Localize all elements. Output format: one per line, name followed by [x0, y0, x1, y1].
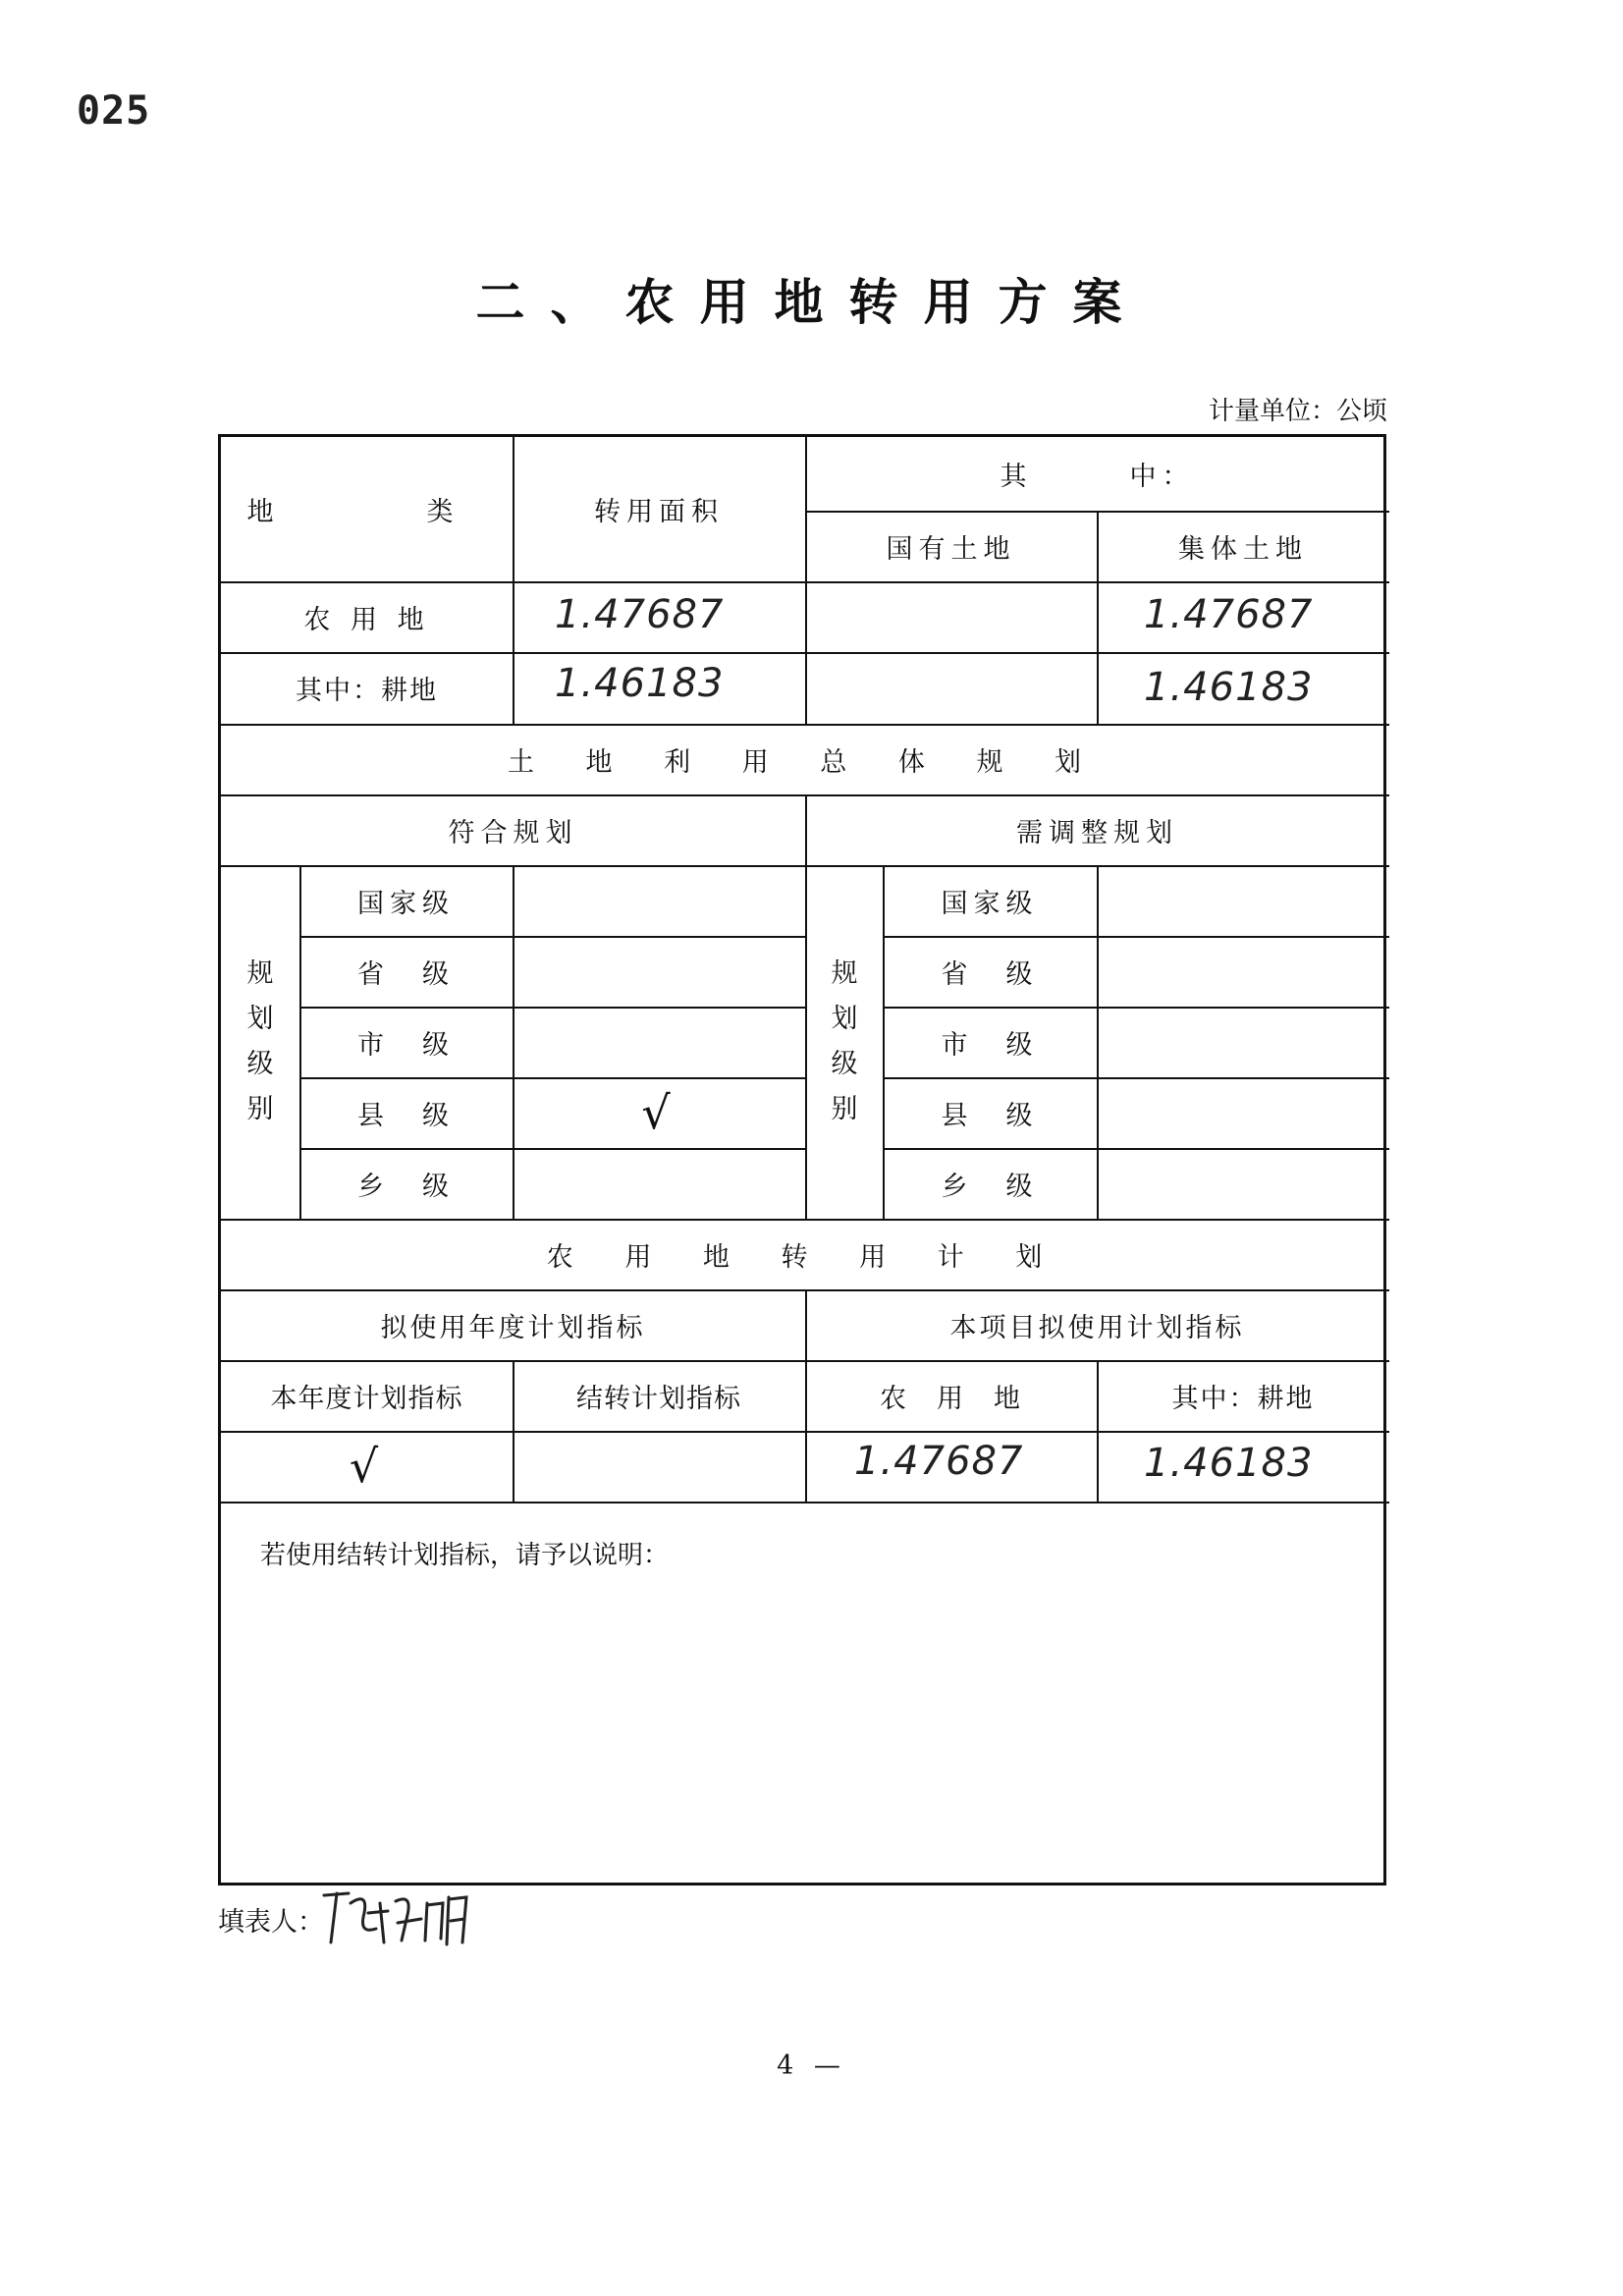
compliant-mark-township [513, 1148, 805, 1219]
compliant-level-city: 市 级 [357, 1029, 455, 1061]
header-converted-area: 转用面积 [594, 497, 724, 527]
farmland-header: 农 用 地 [880, 1383, 1022, 1414]
page-title: 二、农用地转用方案 [475, 273, 1148, 331]
filler-label: 填表人： [218, 1907, 324, 1938]
carryover-indicator-header: 结转计划指标 [576, 1383, 741, 1414]
compliant-mark-provincial [513, 936, 805, 1007]
adjust-level-provincial: 省 级 [941, 958, 1039, 990]
adjust-level-township: 乡 级 [941, 1171, 1039, 1202]
page-number: 4 — [777, 2050, 846, 2081]
adjust-mark-city [1097, 1007, 1389, 1077]
this-year-indicator-header: 本年度计划指标 [270, 1383, 463, 1414]
adjust-level-national: 国家级 [941, 888, 1039, 919]
compliant-level-national: 国家级 [357, 888, 455, 919]
plan-compliant-header: 符合规划 [448, 817, 578, 848]
row-farmland-label: 农 用 地 [303, 604, 430, 635]
plan-level-label-right: 规 划 级 别 [831, 958, 858, 1124]
compliant-mark-city [513, 1007, 805, 1077]
adjust-mark-county [1097, 1077, 1389, 1148]
cultivated-header: 其中：耕地 [1171, 1383, 1315, 1414]
header-of-which: 其 中： [1000, 462, 1195, 492]
carryover-indicator-value [513, 1431, 805, 1502]
plan-level-label-left: 规 划 级 别 [246, 958, 274, 1124]
compliant-level-provincial: 省 级 [357, 958, 455, 990]
header-land-type: 地 类 [246, 497, 487, 527]
unit-label: 计量单位：公顷 [1208, 397, 1387, 426]
filler-signature [319, 1884, 486, 1956]
annual-indicator-header: 拟使用年度计划指标 [380, 1312, 646, 1343]
archive-stamp-number: 025 [77, 88, 151, 134]
row-farmland-collective: 1.47687 [1144, 592, 1314, 637]
section-conversion-plan-title: 农 用 地 转 用 计 划 [546, 1241, 1064, 1273]
compliant-mark-national [513, 865, 805, 936]
compliant-level-township: 乡 级 [357, 1171, 455, 1202]
row-cultivated-collective: 1.46183 [1144, 665, 1314, 710]
conversion-form-table [218, 434, 1386, 1886]
plan-adjust-header: 需调整规划 [1016, 817, 1178, 848]
this-year-indicator-value: √ [349, 1440, 385, 1493]
row-farmland-area: 1.47687 [555, 592, 725, 637]
adjust-level-city: 市 级 [941, 1029, 1039, 1061]
cultivated-value: 1.46183 [1144, 1441, 1314, 1486]
row-cultivated-label: 其中：耕地 [296, 676, 438, 706]
row-cultivated-area: 1.46183 [555, 661, 725, 706]
adjust-mark-national [1097, 865, 1389, 936]
adjust-mark-provincial [1097, 936, 1389, 1007]
compliant-level-county: 县 级 [357, 1100, 455, 1131]
header-collective-land: 集体土地 [1178, 533, 1308, 565]
header-state-land: 国有土地 [886, 533, 1016, 565]
adjust-level-county: 县 级 [941, 1100, 1039, 1131]
adjust-mark-township [1097, 1148, 1389, 1219]
section-general-plan-title: 土 地 利 用 总 体 规 划 [507, 746, 1104, 778]
carryover-note-label: 若使用结转计划指标，请予以说明： [260, 1541, 670, 1570]
compliant-mark-county: √ [641, 1086, 676, 1139]
project-indicator-header: 本项目拟使用计划指标 [949, 1312, 1245, 1343]
farmland-value: 1.47687 [854, 1439, 1024, 1484]
